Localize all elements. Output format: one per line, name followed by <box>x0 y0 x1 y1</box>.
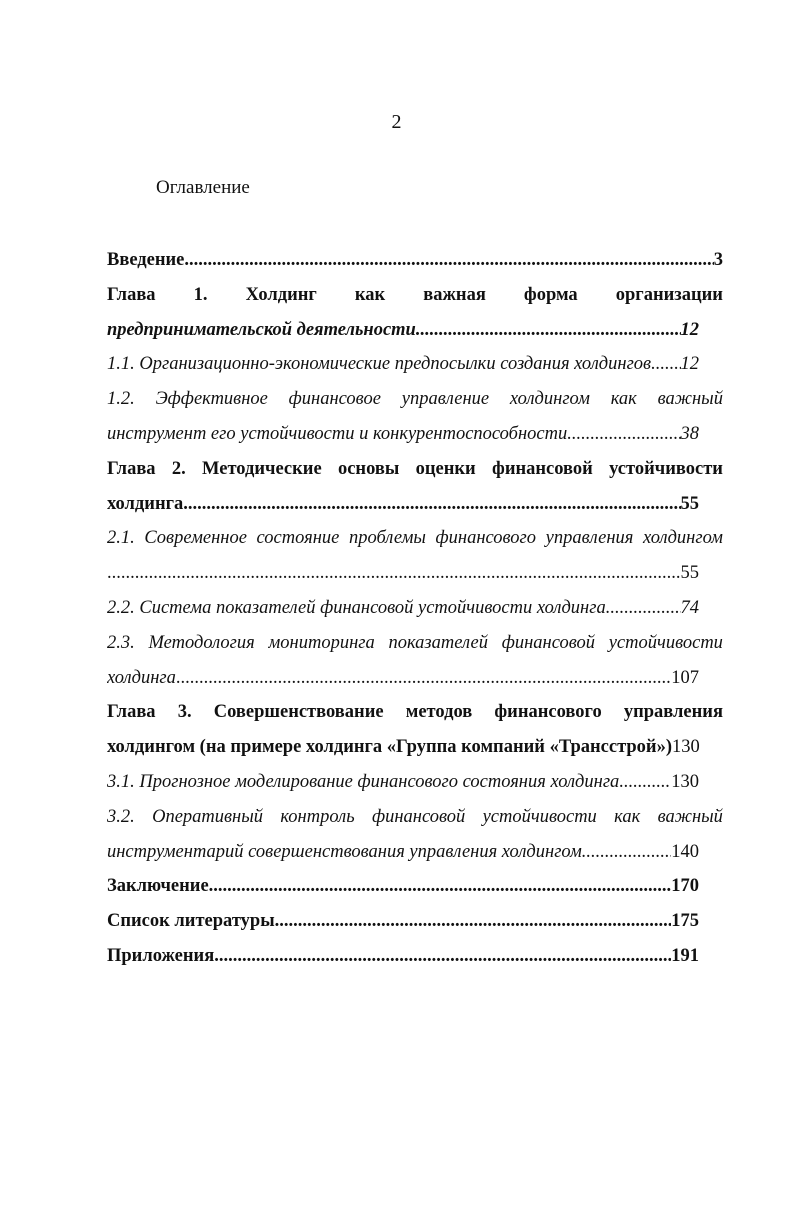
dot-leader <box>567 417 680 452</box>
toc-entry-page: 175 <box>671 911 699 932</box>
dot-leader <box>183 487 680 522</box>
toc-word: оценки <box>415 458 476 479</box>
toc-word: важный <box>657 806 723 827</box>
toc-word: 1. <box>193 284 208 305</box>
toc-word: мониторинга <box>268 632 375 653</box>
toc-word: холдингом <box>509 389 590 410</box>
toc-word: управления <box>545 528 634 549</box>
toc-entry-section-1-2-line-2 <box>107 417 723 452</box>
dot-leader <box>275 904 672 939</box>
toc-entry-title: холдингом (на примере холдинга «Группа компаний «Трансстрой») <box>107 737 672 758</box>
toc-entry-section-1-1 <box>107 347 723 382</box>
toc-word: методов <box>405 702 473 723</box>
toc-entry-chapter-1-line-2 <box>107 313 723 348</box>
toc-entry-section-3-2-line-1 <box>107 800 723 835</box>
toc-entry-page: 74 <box>680 597 699 618</box>
dot-leader <box>209 869 672 904</box>
toc-word: Современное <box>144 528 247 549</box>
toc-entry-references <box>107 904 723 939</box>
dot-leader <box>582 835 671 870</box>
toc-entry-chapter-2-line-2 <box>107 487 723 522</box>
toc-word: устойчивости <box>482 806 597 827</box>
toc-title: Оглавление <box>156 177 250 198</box>
toc-entry-page: 55 <box>680 563 699 584</box>
toc-entry-introduction <box>107 243 723 278</box>
toc-word: Совершенствование <box>213 702 384 723</box>
toc-entry-chapter-3-line-1 <box>107 695 723 730</box>
toc-word: основы <box>337 458 400 479</box>
toc-entry-section-2-3-line-2 <box>107 661 723 696</box>
toc-word: 2.1. <box>107 528 135 549</box>
dot-leader <box>619 765 671 800</box>
toc-word: проблемы <box>348 528 426 549</box>
toc-entry-section-3-1 <box>107 765 723 800</box>
table-of-contents <box>107 243 723 974</box>
toc-entry-page: 12 <box>680 354 699 375</box>
toc-entry-section-2-1-line-1 <box>107 521 723 556</box>
toc-word: 3. <box>177 702 192 723</box>
toc-entry-title: инструмент его устойчивости и конкурентоспособности <box>107 423 568 444</box>
dot-leader <box>606 591 681 626</box>
toc-word: 1.2. <box>107 389 135 410</box>
toc-entry-chapter-3-line-2 <box>107 730 723 765</box>
toc-word: устойчивости <box>608 632 723 653</box>
toc-word: холдингом <box>642 528 723 549</box>
dot-leader <box>214 939 671 974</box>
toc-word: Глава <box>107 458 156 479</box>
toc-word: 3.2. <box>107 806 135 827</box>
toc-entry-title: холдинга <box>107 667 176 688</box>
toc-entry-title: холдинга <box>107 493 184 514</box>
toc-word: управления <box>623 702 723 723</box>
toc-entry-page: 12 <box>680 319 699 340</box>
dot-leader <box>184 243 713 278</box>
toc-word: состояние <box>256 528 340 549</box>
toc-entry-chapter-1-line-1 <box>107 278 723 313</box>
toc-entry-section-2-2 <box>107 591 723 626</box>
toc-entry-page: 170 <box>671 876 699 897</box>
toc-word: важная <box>423 284 486 305</box>
toc-word: Методология <box>148 632 255 653</box>
toc-word: финансовой <box>371 806 466 827</box>
toc-word: 2. <box>171 458 186 479</box>
toc-word: важный <box>657 389 723 410</box>
toc-entry-page: 107 <box>671 667 699 688</box>
toc-entry-title: Приложения <box>107 945 215 966</box>
toc-word: Глава <box>107 702 156 723</box>
toc-entry-title: инструментарий совершенствования управления холдингом <box>107 841 582 862</box>
dot-leader <box>416 313 681 348</box>
toc-word: как <box>354 284 386 305</box>
toc-word: управление <box>401 389 490 410</box>
toc-entry-section-1-2-line-1 <box>107 382 723 417</box>
toc-word: финансовое <box>288 389 381 410</box>
toc-word: Эффективное <box>155 389 268 410</box>
toc-entry-section-3-2-line-2 <box>107 835 723 870</box>
dot-leader <box>176 661 671 696</box>
toc-word: 2.3. <box>107 632 135 653</box>
toc-word: Холдинг <box>245 284 317 305</box>
toc-entry-chapter-2-line-1 <box>107 452 723 487</box>
toc-entry-page: 130 <box>672 737 700 758</box>
toc-entry-page: 140 <box>671 841 699 862</box>
toc-entry-section-2-1-line-2 <box>107 556 723 591</box>
toc-word: организации <box>615 284 723 305</box>
toc-entry-title: предпринимательской деятельности <box>107 319 416 340</box>
dot-leader <box>651 347 680 382</box>
toc-word: Оперативный <box>152 806 264 827</box>
toc-word: устойчивости <box>609 458 723 479</box>
toc-entry-section-2-3-line-1 <box>107 626 723 661</box>
toc-entry-page: 38 <box>680 423 699 444</box>
toc-entry-page: 130 <box>671 771 699 792</box>
toc-entry-conclusion <box>107 869 723 904</box>
toc-word: финансового <box>435 528 537 549</box>
toc-entry-appendices <box>107 939 723 974</box>
toc-entry-title: Введение <box>107 250 185 270</box>
toc-word: Методические <box>202 458 322 479</box>
toc-word: как <box>610 389 637 410</box>
page-number: 2 <box>391 111 402 133</box>
toc-word: финансовой <box>501 632 595 653</box>
toc-entry-title: 1.1. Организационно-экономические предпосылки создания холдингов <box>107 354 652 375</box>
toc-entry-title: Список литературы <box>107 911 275 932</box>
toc-word: показателей <box>388 632 488 653</box>
toc-word: как <box>614 806 641 827</box>
toc-entry-title: Заключение <box>107 876 209 897</box>
dot-leader <box>107 556 681 591</box>
toc-entry-title: 3.1. Прогнозное моделирование финансового состояния холдинга <box>107 771 620 792</box>
toc-entry-title: 2.2. Система показателей финансовой устойчивости холдинга <box>107 597 606 618</box>
toc-word: финансовой <box>492 458 593 479</box>
toc-entry-page: 3 <box>713 250 723 270</box>
toc-entry-page: 191 <box>671 945 699 966</box>
toc-word: финансового <box>494 702 602 723</box>
toc-word: форма <box>523 284 578 305</box>
toc-entry-page: 55 <box>680 493 699 514</box>
toc-word: контроль <box>280 806 355 827</box>
toc-word: Глава <box>107 284 156 305</box>
